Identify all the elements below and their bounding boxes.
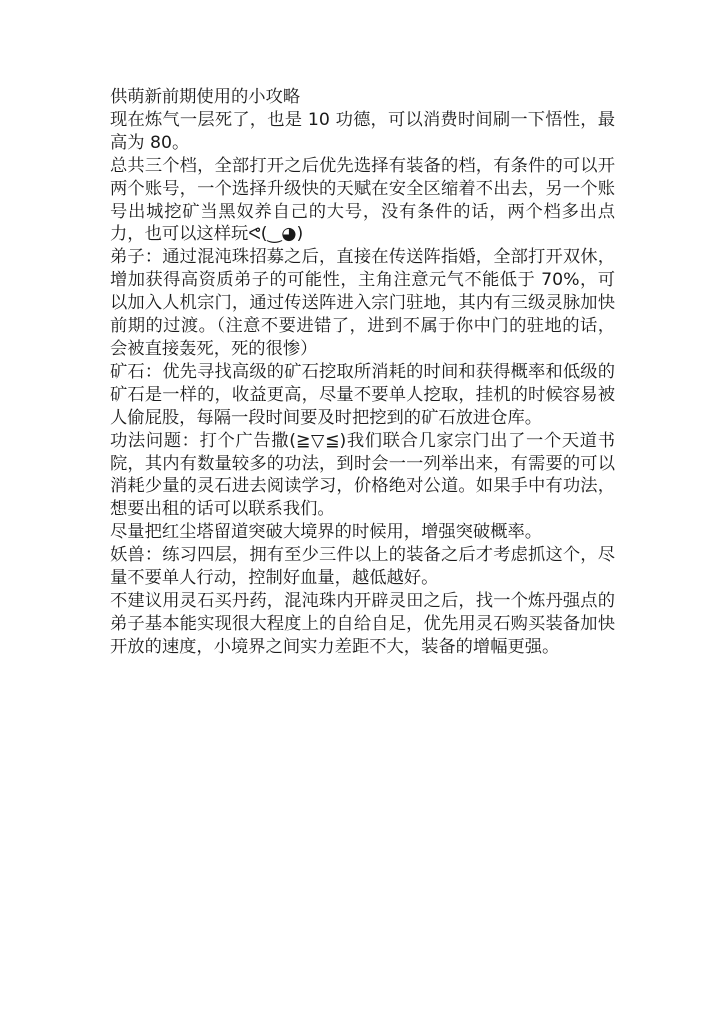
paragraph-spirit-stones: 不建议用灵石买丹药，混沌珠内开辟灵田之后，找一个炼丹强点的弟子基本能实现很大程度上的自给自足，优先用灵石购买装备加快开放的速度，小境界之间实力差距不大，装备的增幅更强。 (110, 590, 615, 657)
paragraph-save-slots: 总共三个档，全部打开之后优先选择有装备的档，有条件的可以开两个账号，一个选择升级快的天赋在安全区缩着不出去，另一个账号出城挖矿当黑奴养自己的大号，没有条件的话，两个档多出点力，也可以这样玩ᕙ(‿◕) (110, 155, 615, 245)
document-body (110, 86, 615, 659)
paragraph-monsters: 妖兽：练习四层，拥有至少三件以上的装备之后才考虑抓这个，尽量不要单人行动，控制好血量，越低越好。 (110, 545, 615, 589)
paragraph-merit: 现在炼气一层死了，也是 10 功德，可以消费时间刷一下悟性，最高为 80。 (110, 109, 615, 153)
document-title: 供萌新前期使用的小攻略 (110, 87, 301, 107)
paragraph-ore: 矿石：优先寻找高级的矿石挖取所消耗的时间和获得概率和低级的矿石是一样的，收益更高，尽量不要单人挖取，挂机的时候容易被人偷屁股，每隔一段时间要及时把挖到的矿石放进仓库。 (110, 361, 615, 428)
paragraph-dust-tower: 尽量把红尘塔留道突破大境界的时候用，增强突破概率。 (110, 522, 543, 543)
paragraph-techniques: 功法问题：打个广告撒(≧▽≦)我们联合几家宗门出了一个天道书院，其内有数量较多的功法，到时会一一列举出来，有需要的可以消耗少量的灵石进去阅读学习，价格绝对公道。如果手中有功法，想要出租的话可以联系我们。 (110, 430, 615, 520)
paragraph-disciples: 弟子：通过混沌珠招募之后，直接在传送阵指婚，全部打开双休，增加获得高资质弟子的可能性，主角注意元气不能低于 70%，可以加入人机宗门，通过传送阵进入宗门驻地，其内有三级灵脉加快前期的过渡。（注意不要进错了，进到不属于你中门的驻地的话，会被直接轰死，死的很惨） (110, 247, 615, 359)
